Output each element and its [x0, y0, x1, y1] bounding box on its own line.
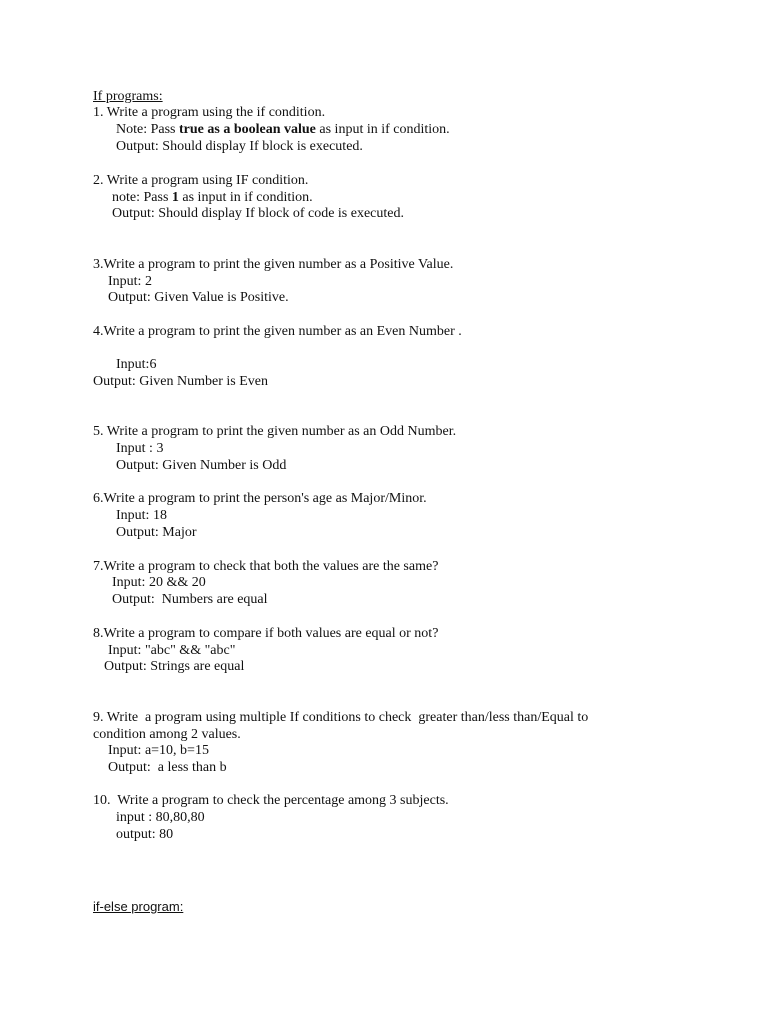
question-5-title: 5. Write a program to print the given number as an Odd Number.: [93, 424, 457, 439]
question-2-title: 2. Write a program using IF condition.: [93, 173, 309, 188]
question-7-title: 7.Write a program to check that both the values are the same?: [93, 559, 439, 574]
section-heading-if-else-program: if-else program:: [93, 899, 184, 914]
question-9-input: Input: a=10, b=15: [108, 743, 209, 758]
question-1-title: 1. Write a program using the if condition.: [93, 105, 326, 120]
question-4-title: 4.Write a program to print the given number as an Even Number .: [93, 324, 462, 339]
question-8-input: Input: "abc" && "abc": [108, 643, 236, 658]
question-8-title: 8.Write a program to compare if both values are equal or not?: [93, 626, 439, 641]
question-4-output: Output: Given Number is Even: [93, 374, 268, 389]
question-8-output: Output: Strings are equal: [104, 659, 245, 674]
question-3-input: Input: 2: [108, 274, 152, 289]
question-6-title: 6.Write a program to print the person's age as Major/Minor.: [93, 491, 427, 506]
question-5-input: Input : 3: [116, 441, 164, 456]
question-10-input: input : 80,80,80: [116, 810, 205, 825]
question-4-input: Input:6: [116, 357, 157, 372]
question-3-title: 3.Write a program to print the given number as a Positive Value.: [93, 257, 454, 272]
question-6-output: Output: Major: [116, 525, 197, 540]
question-10-title: 10. Write a program to check the percentage among 3 subjects.: [93, 793, 449, 808]
section-heading-if-programs: If programs:: [93, 89, 163, 104]
question-9-title-line2: condition among 2 values.: [93, 727, 241, 742]
question-1-output: Output: Should display If block is executed.: [116, 139, 363, 154]
question-1-note: Note: Pass true as a boolean value as input in if condition.: [116, 122, 450, 137]
question-2-output: Output: Should display If block of code is executed.: [112, 206, 404, 221]
question-2-note: note: Pass 1 as input in if condition.: [112, 190, 313, 205]
question-7-output: Output: Numbers are equal: [112, 592, 268, 607]
question-9-output: Output: a less than b: [108, 760, 227, 775]
question-5-output: Output: Given Number is Odd: [116, 458, 287, 473]
question-6-input: Input: 18: [116, 508, 167, 523]
question-7-input: Input: 20 && 20: [112, 575, 206, 590]
question-3-output: Output: Given Value is Positive.: [108, 290, 289, 305]
question-10-output: output: 80: [116, 827, 174, 842]
question-9-title-line1: 9. Write a program using multiple If conditions to check greater than/less than/Equal to: [93, 710, 589, 725]
